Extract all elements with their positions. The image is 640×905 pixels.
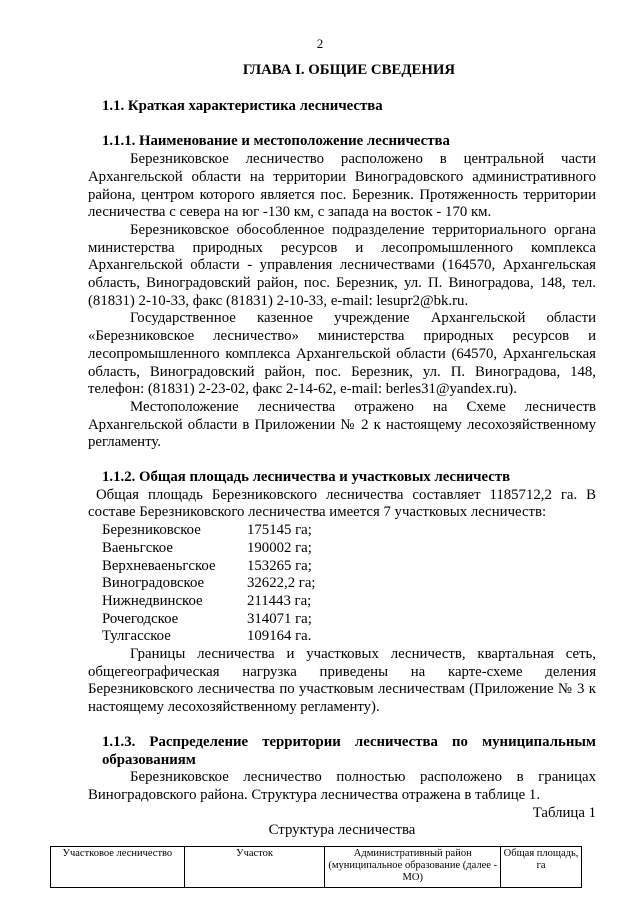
table-label: Таблица 1 <box>532 804 596 821</box>
district-row <box>102 522 596 540</box>
district-name: Верхневаеньгское <box>102 557 216 574</box>
district-area: 314071 га; <box>247 610 312 627</box>
structure-table <box>50 846 582 888</box>
district-area: 109164 га. <box>247 628 312 645</box>
district-name: Рочегодское <box>102 610 179 627</box>
chapter-title: ГЛАВА I. ОБЩИЕ СВЕДЕНИЯ <box>242 62 456 78</box>
district-area: 175145 га; <box>247 522 312 539</box>
paragraph-location: Березниковское лесничество расположено в центральной части Архангельской области на территории Виноградовского административного района, центром которого является пос. Березник. Протяженность территории лесничества с севера на юг -130 км, с запада на восток - 170 км. <box>88 151 596 221</box>
district-name: Виноградовское <box>102 575 205 592</box>
paragraph-location-scheme: Местоположение лесничества отражено на Схеме лесничеств Архангельской области в Приложении № 2 к настоящему лесохозяйственному регламенту. <box>88 398 596 451</box>
table-header-district: Участковое лесничество <box>51 847 185 888</box>
district-row <box>102 593 596 611</box>
paragraph-management-office: Березниковское обособленное подразделение территориального органа министерства природных ресурсов и лесопромышленного комплекса Архангельской области - управления лесничествами (164570, Архангельская область, Виноградовский район, пос. Березник, ул. П. Виноградова, 148, тел. (81831) 2-10-33, факс (81831) 2-10-33, e-mail: lesupr2@bk.ru. <box>88 221 596 309</box>
district-area: 211443 га; <box>247 592 312 609</box>
paragraph-municipal: Березниковское лесничество полностью расположено в границах Виноградовского района. Структура лесничества отражена в таблице 1. <box>88 769 596 803</box>
district-name: Тулгасское <box>102 628 171 645</box>
paragraph-state-institution: Государственное казенное учреждение Архангельской области «Березниковское лесничество» министерства природных ресурсов и лесопромышленного комплекса Архангельской области (64570, Архангельская область, Виноградовский район, пос. Березник, ул. П. Виноградова, 148, телефон: (81831) 2-23-02, факс 2-14-62, e-mail: berles31@yandex.ru). <box>88 310 596 398</box>
district-row <box>102 540 596 558</box>
district-row <box>102 575 596 593</box>
section-heading-1-1: 1.1. Краткая характеристика лесничества <box>102 97 383 114</box>
page-number: 2 <box>316 36 324 51</box>
paragraph-boundaries: Границы лесничества и участковых лесничеств, квартальная сеть, общегеографическая нагрузка приведены на карте-схеме деления Березниковского лесничества по участковым лесничествам (Приложение № 3 к настоящему лесохозяйственному регламенту). <box>88 645 596 716</box>
district-list <box>102 522 596 646</box>
table-header-total-area: Общая площадь, га <box>501 847 582 888</box>
district-row <box>102 611 596 629</box>
district-area: 153265 га; <box>247 557 312 574</box>
district-area: 32622,2 га; <box>247 575 316 592</box>
district-area: 190002 га; <box>247 539 312 556</box>
section-heading-1-1-2: 1.1.2. Общая площадь лесничества и участковых лесничеств <box>102 469 511 486</box>
paragraph-total-area: Общая площадь Березниковского лесничества составляет 1185712,2 га. В составе Березниковского лесничества имеется 7 участковых лесничеств: <box>88 486 596 521</box>
district-name: Березниковское <box>102 522 201 539</box>
district-name: Нижнедвинское <box>102 592 203 609</box>
table-header-row <box>51 847 582 888</box>
section-heading-1-1-3: 1.1.3. Распределение территории лесничества по муниципальным образованиям <box>102 733 596 768</box>
district-row <box>102 558 596 576</box>
document-body <box>88 62 596 840</box>
district-row <box>102 628 596 646</box>
table-header-plot: Участок <box>184 847 325 888</box>
district-name: Ваеньгское <box>102 539 173 556</box>
table-title: Структура лесничества <box>268 822 416 839</box>
section-heading-1-1-1: 1.1.1. Наименование и местоположение лесничества <box>102 133 450 150</box>
table-header-admin-district: Административный район (муниципальное образование (далее - МО) <box>325 847 501 888</box>
